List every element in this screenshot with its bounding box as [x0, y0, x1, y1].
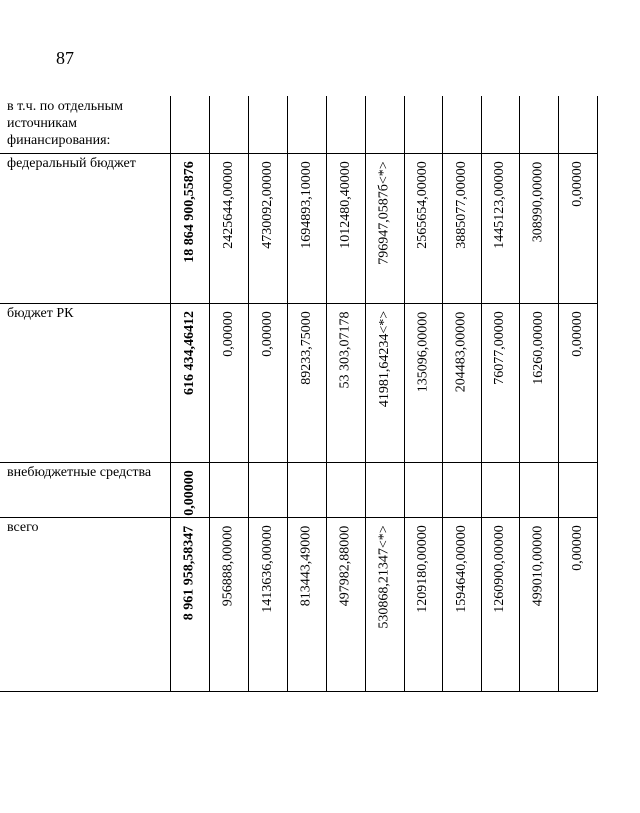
row-label: федеральный бюджет	[7, 156, 136, 171]
year-value: 0,00000	[220, 311, 236, 357]
year-value: 4730092,00000	[259, 161, 275, 249]
year-value: 308990,00000	[530, 161, 546, 242]
year-value: 1260900,00000	[491, 525, 507, 613]
row-label: в т.ч. по отдельным источникам финансирования:	[7, 99, 123, 148]
year-value: 0,00000	[569, 525, 585, 571]
year-value: 1012480,40000	[337, 161, 353, 249]
total-value: 616 434,46412	[181, 311, 197, 395]
value-cell	[404, 517, 442, 691]
value-cell	[287, 153, 326, 303]
total-cell	[170, 153, 209, 303]
total-value: 8 961 958,58347	[181, 525, 197, 620]
year-value: 497982,88000	[337, 525, 353, 606]
financing-table	[0, 96, 600, 691]
value-cell	[442, 153, 481, 303]
row-label: всего	[7, 520, 39, 535]
year-value: 76077,00000	[491, 311, 507, 385]
year-value: 0,00000	[569, 161, 585, 207]
value-cell	[209, 153, 248, 303]
year-value: 89233,75000	[298, 311, 314, 385]
value-cell	[519, 517, 558, 691]
row-label: внебюджетные средства	[7, 465, 152, 480]
value-cell	[442, 517, 481, 691]
year-value: 1209180,00000	[414, 525, 430, 613]
total-value: 0,00000	[181, 470, 197, 516]
year-value: 956888,00000	[220, 525, 236, 606]
value-cell	[558, 153, 597, 303]
value-cell	[365, 517, 404, 691]
value-cell	[365, 303, 404, 462]
value-cell	[287, 517, 326, 691]
total-value: 18 864 900,55876	[181, 161, 197, 263]
value-cell	[404, 303, 442, 462]
value-cell	[365, 153, 404, 303]
value-cell	[519, 153, 558, 303]
value-cell	[481, 517, 519, 691]
year-value: 813443,49000	[298, 525, 314, 606]
col-divider	[597, 96, 598, 691]
year-value: 1594640,00000	[453, 525, 469, 613]
value-cell	[404, 153, 442, 303]
value-cell	[326, 517, 365, 691]
total-cell	[170, 303, 209, 462]
year-value: 204483,00000	[453, 311, 469, 392]
year-value: 16260,00000	[530, 311, 546, 385]
year-value: 0,00000	[569, 311, 585, 357]
total-cell	[170, 462, 209, 517]
value-cell	[519, 303, 558, 462]
value-cell	[209, 517, 248, 691]
year-value: 1694893,10000	[298, 161, 314, 249]
year-value: 3885077,00000	[453, 161, 469, 249]
value-cell	[326, 153, 365, 303]
row-divider	[0, 462, 598, 463]
year-value: 1413636,00000	[259, 525, 275, 613]
year-value: 499010,00000	[530, 525, 546, 606]
value-cell	[326, 303, 365, 462]
value-cell	[248, 153, 287, 303]
total-cell	[170, 517, 209, 691]
year-value: 1445123,00000	[491, 161, 507, 249]
year-value: 0,00000	[259, 311, 275, 357]
year-value: 53 303,07178	[337, 311, 353, 388]
year-value: 135096,00000	[414, 311, 430, 392]
value-cell	[248, 517, 287, 691]
row-divider	[0, 691, 598, 692]
year-value: 2425644,00000	[220, 161, 236, 249]
value-cell	[481, 153, 519, 303]
page-number: 87	[56, 48, 74, 68]
value-cell	[558, 517, 597, 691]
value-cell	[481, 303, 519, 462]
row-label: бюджет РК	[7, 306, 74, 321]
value-cell	[442, 303, 481, 462]
year-value: 530868,21347<*>	[376, 524, 392, 629]
year-value: 796947,0587б<*>	[376, 160, 392, 265]
value-cell	[558, 303, 597, 462]
value-cell	[209, 303, 248, 462]
year-value: 2565654,00000	[414, 161, 430, 249]
value-cell	[287, 303, 326, 462]
year-value: 41981,64234<*>	[376, 310, 392, 408]
value-cell	[248, 303, 287, 462]
